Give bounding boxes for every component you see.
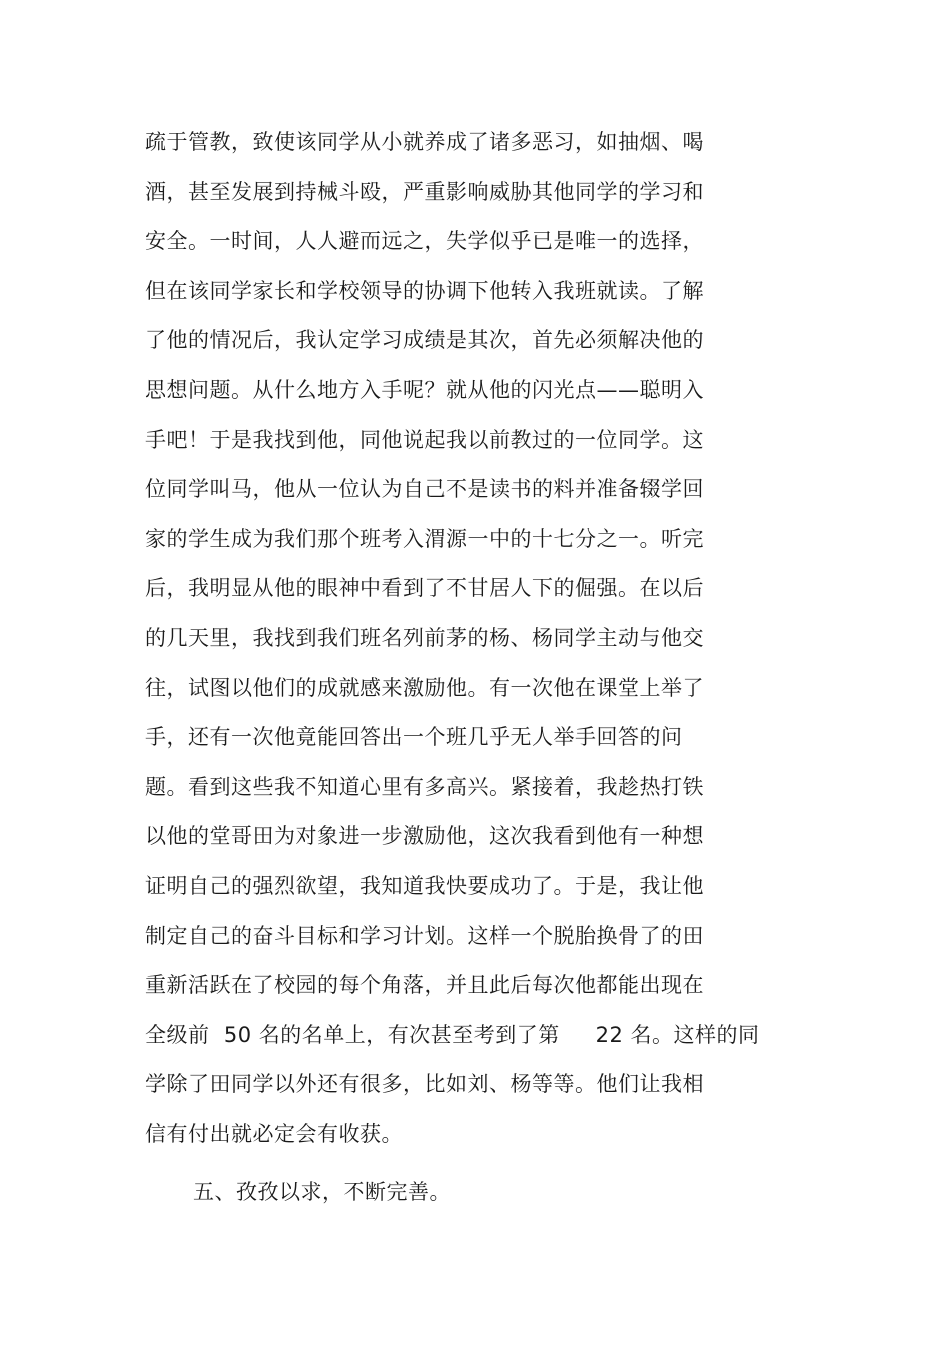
- paragraph-line: 疏于管教，致使该同学从小就养成了诸多恶习，如抽烟、喝: [145, 130, 704, 154]
- paragraph-line: 的几天里，我找到我们班名列前茅的杨、杨同学主动与他交: [145, 625, 704, 650]
- paragraph-line: 信有付出就必定会有收获。: [145, 1121, 403, 1146]
- paragraph-line: 以他的堂哥田为对象进一步激励他，这次我看到他有一种想: [145, 824, 704, 849]
- section-heading: 五、孜孜以求，不断完善。: [193, 1180, 451, 1204]
- paragraph-line: 题。看到这些我不知道心里有多高兴。紧接着，我趁热打铁: [145, 774, 704, 799]
- paragraph-line: 往，试图以他们的成就感来激励他。有一次他在课堂上举了: [145, 675, 704, 700]
- paragraph-line: 后，我明显从他的眼神中看到了不甘居人下的倔强。在以后: [145, 576, 704, 601]
- paragraph-line: 全级前 50 名的名单上，有次甚至考到了第 22 名。这样的同: [145, 1022, 760, 1047]
- paragraph-line: 手，还有一次他竟能回答出一个班几乎无人举手回答的问: [145, 725, 683, 750]
- paragraph-line: 家的学生成为我们那个班考入渭源一中的十七分之一。听完: [145, 526, 704, 551]
- paragraph-line: 手吧！于是我找到他，同他说起我以前教过的一位同学。这: [145, 427, 704, 452]
- paragraph-line: 重新活跃在了校园的每个角落，并且此后每次他都能出现在: [145, 973, 704, 998]
- paragraph-line: 但在该同学家长和学校领导的协调下他转入我班就读。了解: [145, 278, 704, 303]
- paragraph-line: 安全。一时间，人人避而远之，失学似乎已是唯一的选择，: [145, 229, 704, 254]
- paragraph-line: 酒，甚至发展到持械斗殴，严重影响威胁其他同学的学习和: [145, 179, 704, 204]
- paragraph-line: 了他的情况后，我认定学习成绩是其次，首先必须解决他的: [145, 328, 704, 353]
- paragraph-line: 制定自己的奋斗目标和学习计划。这样一个脱胎换骨了的田: [145, 923, 704, 948]
- paragraph-line: 证明自己的强烈欲望，我知道我快要成功了。于是，我让他: [145, 873, 704, 898]
- paragraph-line: 位同学叫马，他从一位认为自己不是读书的料并准备辍学回: [145, 477, 704, 502]
- paragraph-line: 学除了田同学以外还有很多，比如刘、杨等等。他们让我相: [145, 1072, 704, 1097]
- body-paragraph: [145, 118, 845, 1159]
- paragraph-line: 思想问题。从什么地方入手呢？就从他的闪光点——聪明入: [145, 377, 704, 402]
